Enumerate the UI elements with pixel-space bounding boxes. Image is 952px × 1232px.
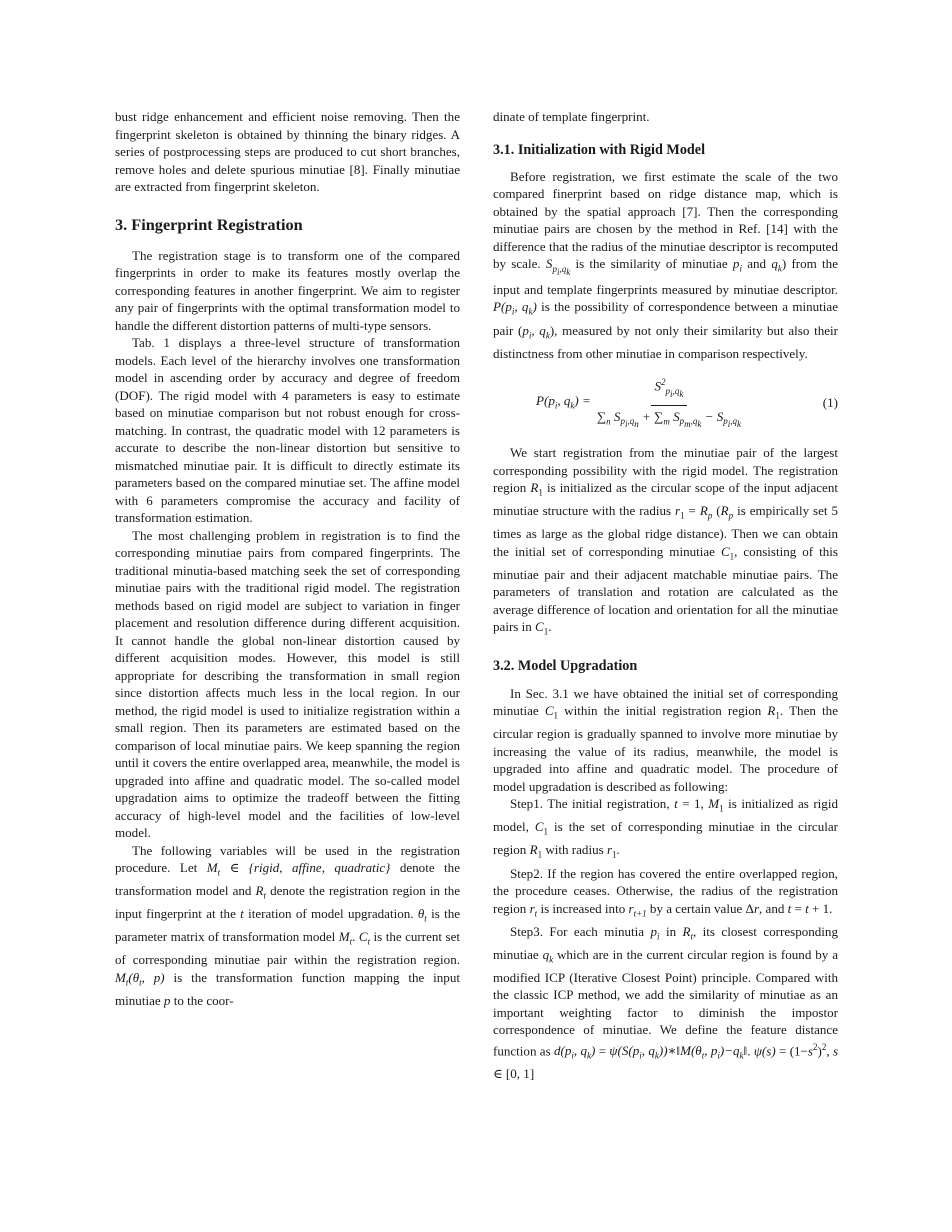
paragraph: We start registration from the minutiae pair of the largest corresponding possibility with the rigid model. The registration region $R_1$ is initialized as the circular scope of the input adjacent minutiae structure with the radius $r_1 = R_p$ ($R_p$ is empirically set 5 times as large as the global ridge distance). Then we can obtain the initial set of corresponding minutiae $C_1$, consisting of this minutiae pair and their adjacent matchable minutiae pairs. The parameters of translation and rotation are calculated as the average difference of location and orientation for all the minutiae pairs in $C_1$. (493, 445, 839, 638)
paragraph: Before registration, we first estimate the scale of the two compared finerprint based on ridge distance map, which is obtained by the spatial approach [7]. Then the corresponding minutiae pairs are chosen by the method in Ref. [14] with the difference that the radius of the minutiae descriptor is recomputed by scale. $S_{p_i,q_k}$ is the similarity of minutiae $p_i$ and $q_k$) from the input and template fingerprints measured by minutiae descriptor. $P(p_i$, $q_k$) is the possibility of correspondence between a minutiae pair ($p_i$, $q_k$), measured by not only their similarity but also their distinctness from other minutiae in comparison respectively. (493, 168, 839, 361)
paragraph: Step1. The initial registration, t = 1, $M_1$ is initialized as rigid model, $C_1$ is the set of corresponding minutiae in the circular region $R_1$ with radius $r_1$. (493, 796, 838, 860)
paragraph: Tab. 1 displays a three-level structure of transformation models. Each level of the hierarchy involves one transformation model in ascending order by accuracy and degree of freedom (DOF). The rigid model with 4 parameters is easy to estimate based on minutiae comparison but not robust enough for cross-matching. In contrast, the quadratic model with 12 parameters is accurate to describe the non-linear distortion but sensitive to mismatched minutiae pair. It is difficult to directly estimate its parameters based on the compared minutiae set. The affine model with 6 parameters compromise the accuracy and facility of transformation estimation. (115, 335, 460, 525)
left-column (115, 108, 460, 1010)
equation-number: (1) (822, 395, 838, 411)
paragraph: The following variables will be used in the registration procedure. Let $M_t$ ∈ {rigid, affine, quadratic} denote the transformation model and $R_t$ denote the registration region in the input fingerprint at the t iteration of model upgradation. $\theta_t$ is the parameter matrix of transformation model $M_t$. $C_t$ is the current set of corresponding minutiae pair within the registration region. $M_t(\theta_t$, p) is the transformation function mapping the input minutiae p to the coor- (115, 842, 461, 1009)
paragraph: Step3. For each minutia $p_i$ in $R_t$, its closest corresponding minutiae $q_k$ which are in the current circular region is found by a modified ICP (Iterative Closest Point) principle. Compared with the classic ICP method, we add the similarity of minutiae as an important weighting factor to diminish the impostor correspondence of minutiae. We define the feature distance function as $d(p_i$, $q_k) = \psi(S(p_i$, $q_k))∗‖M(\theta_t$, $p_i)-q_k‖$. $\psi(s) = (1-s^2)^2$, s ∈ [0, 1] (493, 923, 839, 1082)
subsection-heading: 3.1. Initialization with Rigid Model (493, 141, 706, 158)
right-column (493, 108, 838, 1083)
paragraph: The registration stage is to transform one of the compared fingerprints in order to make its features mostly overlap the corresponding features in another fingerprint. We aim to register any pair of fingerprints with the optimal transformation model to handle the different distortion patterns of multi-type sensors. (115, 247, 460, 333)
paragraph: The most challenging problem in registration is to find the corresponding minutiae pairs from compared fingerprints. The traditional minutia-based matching seek the set of corresponding minutiae pairs with the traditional rigid model. The registration methods based on rigid model are subject to variation in finger placement and resolution difference during different acquisition. It cannot handle the global non-linear distortion caused by different acquisition modes. However, this model is still appropriate for describing the transformation in small region since distortion affects much less in the local region. In our method, the rigid model is used to initialize registration within a small region. Then its parameters are estimated based on the comparison of local minutiae pairs. We keep spanning the region until it covers the entire overlapped area, meanwhile, the model is upgraded into affine and quadratic model. The so-called model upgradation aims to optimize the tradeoff between the fitting accuracy of high-level model and the facilities of low-level model. (115, 527, 460, 840)
paragraph: dinate of template fingerprint. (493, 109, 650, 124)
equation-1: $P(p_i$, $q_k$) = $\frac{S^2_{p_i,q_k}}{\sum_n S_{p_i,q_n} + \sum_m S_{p_m,q_k} - S_{p_i,q_k}}$ (1) (493, 370, 838, 436)
paragraph: Step2. If the region has covered the entire overlapped region, the procedure ceases. Otherwise, the radius of the registration region $r_t$ is increased into $r_{t+1}$ by a certain value Δr, and t = t + 1. (493, 865, 838, 919)
paragraph: bust ridge enhancement and efficient noise removing. Then the fingerprint skeleton is obtained by thinning the binary ridges. A series of postprocessing steps are produced to cut short branches, remove holes and delete spurious minutiae [8]. Finally minutiae are extracted from fingerprint skeleton. (115, 109, 460, 194)
paragraph: In Sec. 3.1 we have obtained the initial set of corresponding minutiae $C_1$ within the initial registration region $R_1$. Then the circular region is gradually spanned to involve more minutiae by increasing the value of its radius, meanwhile, the model is upgraded into affine and quadratic model. The procedure of model upgradation is described as following: (493, 685, 838, 794)
subsection-heading: 3.2. Model Upgradation (493, 657, 638, 674)
section-heading: 3. Fingerprint Registration (115, 214, 303, 234)
